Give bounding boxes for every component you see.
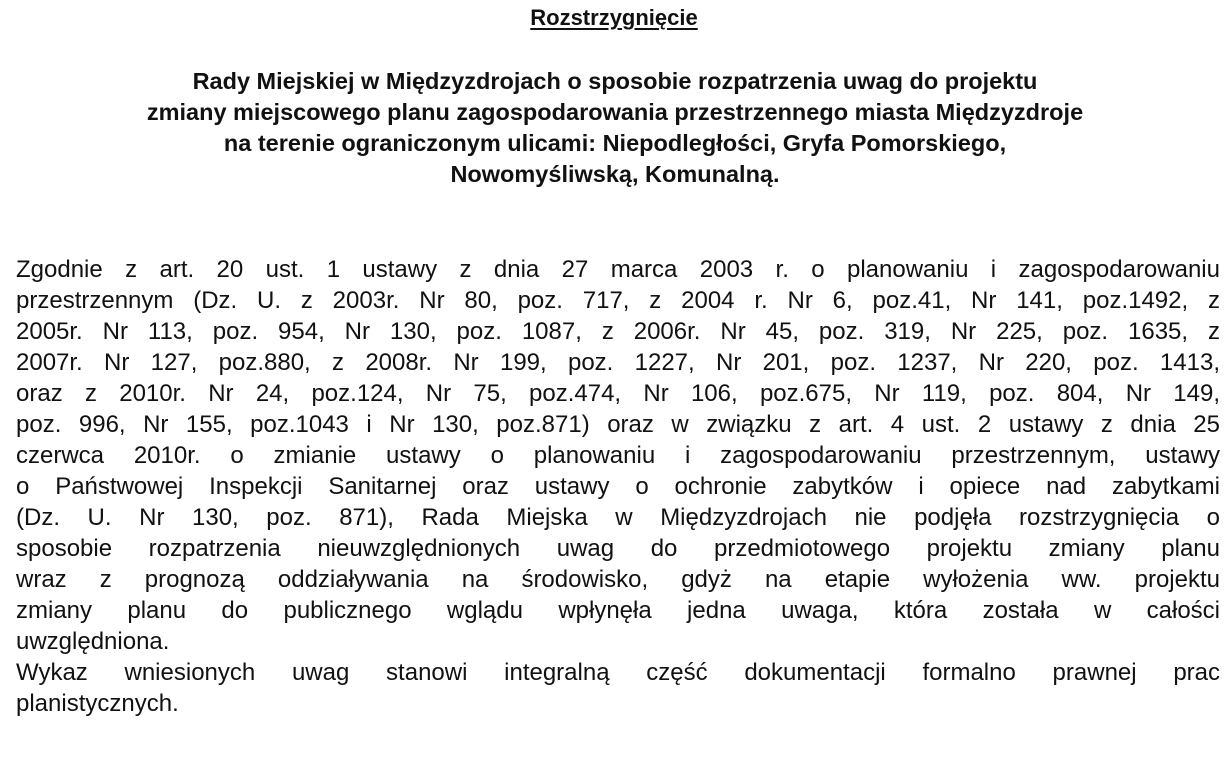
document-subtitle (40, 66, 1190, 190)
paragraph-list-of-comments (16, 657, 1220, 719)
body-line: 2007r. Nr 127, poz.880, z 2008r. Nr 199, poz. 1227, Nr 201, poz. 1237, Nr 220, poz. 1413, (16, 349, 1220, 376)
body-line: Zgodnie z art. 20 ust. 1 ustawy z dnia 27 marca 2003 r. o planowaniu i zagospodarowaniu (16, 256, 1220, 283)
document-body (16, 254, 1220, 719)
body-line: oraz z 2010r. Nr 24, poz.124, Nr 75, poz.474, Nr 106, poz.675, Nr 119, poz. 804, Nr 149, (16, 380, 1220, 407)
body-line: (Dz. U. Nr 130, poz. 871), Rada Miejska w Międzyzdrojach nie podjęła rozstrzygnięcia o (16, 504, 1220, 531)
subtitle-line: zmiany miejscowego planu zagospodarowania przestrzennego miasta Międzyzdroje (146, 99, 1084, 125)
body-line: poz. 996, Nr 155, poz.1043 i Nr 130, poz.871) oraz w związku z art. 4 ust. 2 ustawy z dnia 25 (16, 411, 1220, 438)
paragraph-legal-basis (16, 254, 1220, 657)
document-heading: Rozstrzygnięcie (530, 5, 698, 30)
subtitle-line: na terenie ograniczonym ulicami: Niepodległości, Gryfa Pomorskiego, (223, 130, 1007, 156)
body-line: zmiany planu do publicznego wglądu wpłynęła jedna uwaga, która została w całości (16, 597, 1220, 624)
body-line: czerwca 2010r. o zmianie ustawy o planowaniu i zagospodarowaniu przestrzennym, ustawy (16, 442, 1220, 469)
subtitle-line: Nowomyśliwską, Komunalną. (450, 161, 780, 187)
body-line: o Państwowej Inspekcji Sanitarnej oraz ustawy o ochronie zabytków i opiece nad zabytkami (16, 473, 1220, 500)
body-line: planistycznych. (16, 690, 179, 717)
body-line: 2005r. Nr 113, poz. 954, Nr 130, poz. 1087, z 2006r. Nr 45, poz. 319, Nr 225, poz. 1635, z (16, 318, 1220, 345)
body-line: wraz z prognozą oddziaływania na środowisko, gdyż na etapie wyłożenia ww. projektu (16, 566, 1220, 593)
body-line: uwzględniona. (16, 628, 170, 655)
body-line: sposobie rozpatrzenia nieuwzględnionych uwag do przedmiotowego projektu zmiany planu (16, 535, 1220, 562)
body-line: przestrzennym (Dz. U. z 2003r. Nr 80, poz. 717, z 2004 r. Nr 6, poz.41, Nr 141, poz.1492, z (16, 287, 1220, 314)
body-line: Wykaz wniesionych uwag stanowi integralną część dokumentacji formalno prawnej prac (16, 659, 1220, 686)
subtitle-line: Rady Miejskiej w Międzyzdrojach o sposobie rozpatrzenia uwag do projektu (192, 68, 1038, 94)
